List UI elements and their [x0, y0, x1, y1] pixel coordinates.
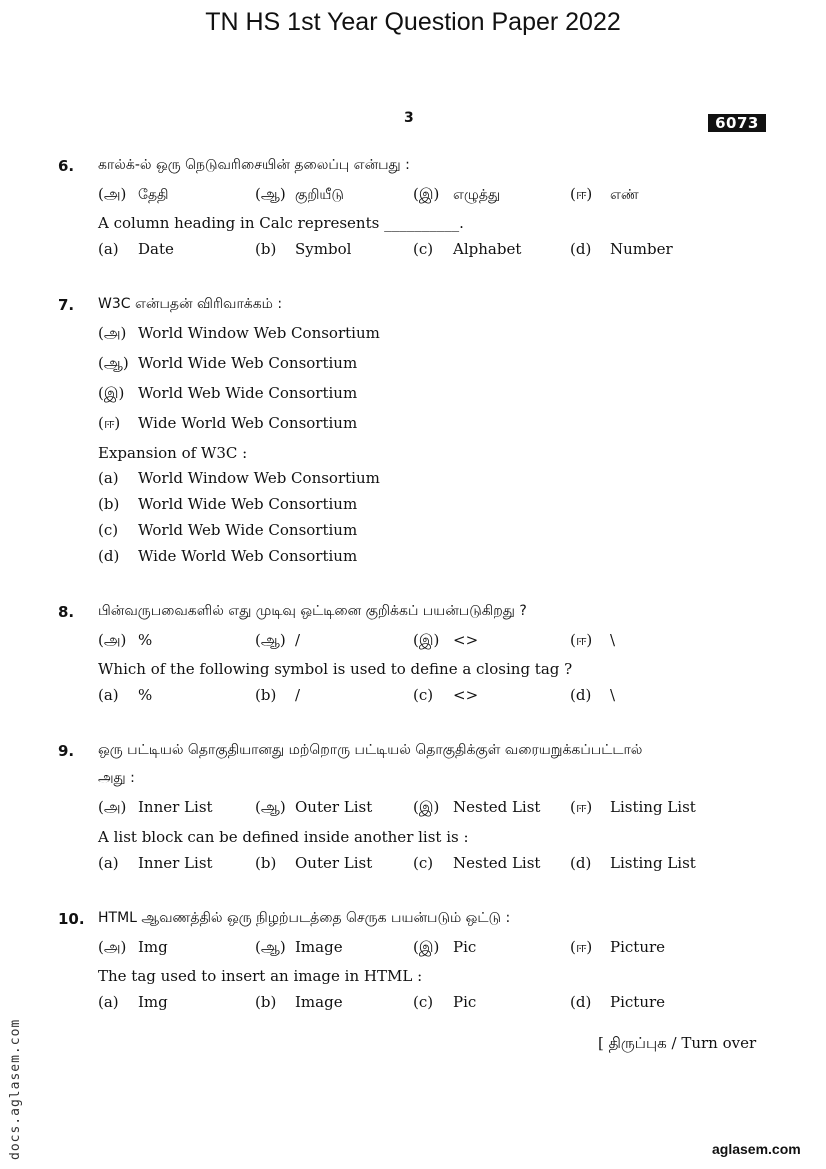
question-text-english: A column heading in Calc represents __________.: [98, 214, 464, 232]
option-tamil: (அ) Img: [98, 938, 168, 956]
option-tamil: (இ) World Web Wide Consortium: [98, 384, 358, 402]
option-tamil: (ஈ) Picture: [570, 938, 666, 956]
question-number: 9.: [58, 742, 75, 760]
page-header-title: TN HS 1st Year Question Paper 2022: [205, 8, 621, 36]
question-text-tamil: பின்வருபவைகளில் எது முடிவு ஒட்டினை குறிக்கப் பயன்படுகிறது ?: [98, 603, 527, 619]
question-text-english: Expansion of W3C :: [98, 444, 248, 462]
option-english: (d) Wide World Web Consortium: [98, 547, 358, 565]
option-tamil: (ஆ) Image: [255, 938, 343, 956]
option-tamil: (ஈ) Wide World Web Consortium: [98, 414, 358, 432]
question-text-tamil: HTML ஆவணத்தில் ஒரு நிழற்படத்தை செருக பயன்படும் ஒட்டு :: [98, 910, 511, 926]
option-english: (a) %: [98, 686, 153, 704]
option-english: (d) \: [570, 686, 616, 704]
option-english: (c) Nested List: [413, 854, 541, 872]
question-text-english: A list block can be defined inside another list is :: [98, 828, 469, 846]
option-tamil: (இ) Nested List: [413, 798, 541, 816]
option-english: (b) World Wide Web Consortium: [98, 495, 358, 513]
question-text-english: The tag used to insert an image in HTML :: [98, 967, 423, 985]
option-english: (b) /: [255, 686, 301, 704]
footer-brand-link[interactable]: aglasem.com: [712, 1141, 801, 1157]
paper-code-badge: 6073: [708, 114, 766, 132]
option-english: (a) Date: [98, 240, 174, 258]
option-english: (c) Alphabet: [413, 240, 522, 258]
option-tamil: (அ) World Window Web Consortium: [98, 324, 380, 342]
question-number: 10.: [58, 910, 85, 928]
question-number: 7.: [58, 296, 75, 314]
option-english: (c) World Web Wide Consortium: [98, 521, 358, 539]
option-tamil: (அ) தேதி: [98, 185, 169, 203]
option-tamil: (ஆ) /: [255, 631, 301, 649]
option-tamil: (ஆ) World Wide Web Consortium: [98, 354, 358, 372]
question-text-tamil: கால்க்-ல் ஒரு நெடுவரிசையின் தலைப்பு என்பது :: [98, 157, 410, 173]
option-tamil: (இ) Pic: [413, 938, 477, 956]
option-english: (b) Image: [255, 993, 343, 1011]
option-tamil: (ஆ) Outer List: [255, 798, 373, 816]
side-watermark: docs.aglasem.com: [8, 1018, 23, 1160]
question-text-tamil: W3C என்பதன் விரிவாக்கம் :: [98, 296, 283, 312]
option-english: (d) Picture: [570, 993, 666, 1011]
option-english: (c) <>: [413, 686, 479, 704]
option-tamil: (ஈ) எண்: [570, 185, 639, 203]
option-tamil: (அ) Inner List: [98, 798, 213, 816]
option-english: (d) Listing List: [570, 854, 696, 872]
question-text-tamil-continued: அது :: [98, 770, 135, 786]
option-english: (b) Symbol: [255, 240, 352, 258]
page-number: 3: [404, 110, 414, 126]
option-tamil: (ஈ) Listing List: [570, 798, 696, 816]
question-number: 8.: [58, 603, 75, 621]
option-tamil: (இ) <>: [413, 631, 479, 649]
question-number: 6.: [58, 157, 75, 175]
option-english: (b) Outer List: [255, 854, 373, 872]
option-english: (c) Pic: [413, 993, 477, 1011]
turn-over-note: [ திருப்புக / Turn over: [598, 1034, 757, 1052]
question-text-english: Which of the following symbol is used to define a closing tag ?: [98, 660, 573, 678]
option-tamil: (ஆ) குறியீடு: [255, 185, 344, 203]
question-text-tamil: ஒரு பட்டியல் தொகுதியானது மற்றொரு பட்டியல் தொகுதிக்குள் வரையறுக்கப்பட்டால்: [98, 742, 643, 758]
option-english: (d) Number: [570, 240, 673, 258]
option-tamil: (அ) %: [98, 631, 153, 649]
option-tamil: (இ) எழுத்து: [413, 185, 501, 203]
option-english: (a) World Window Web Consortium: [98, 469, 380, 487]
option-tamil: (ஈ) \: [570, 631, 616, 649]
option-english: (a) Inner List: [98, 854, 213, 872]
option-english: (a) Img: [98, 993, 168, 1011]
